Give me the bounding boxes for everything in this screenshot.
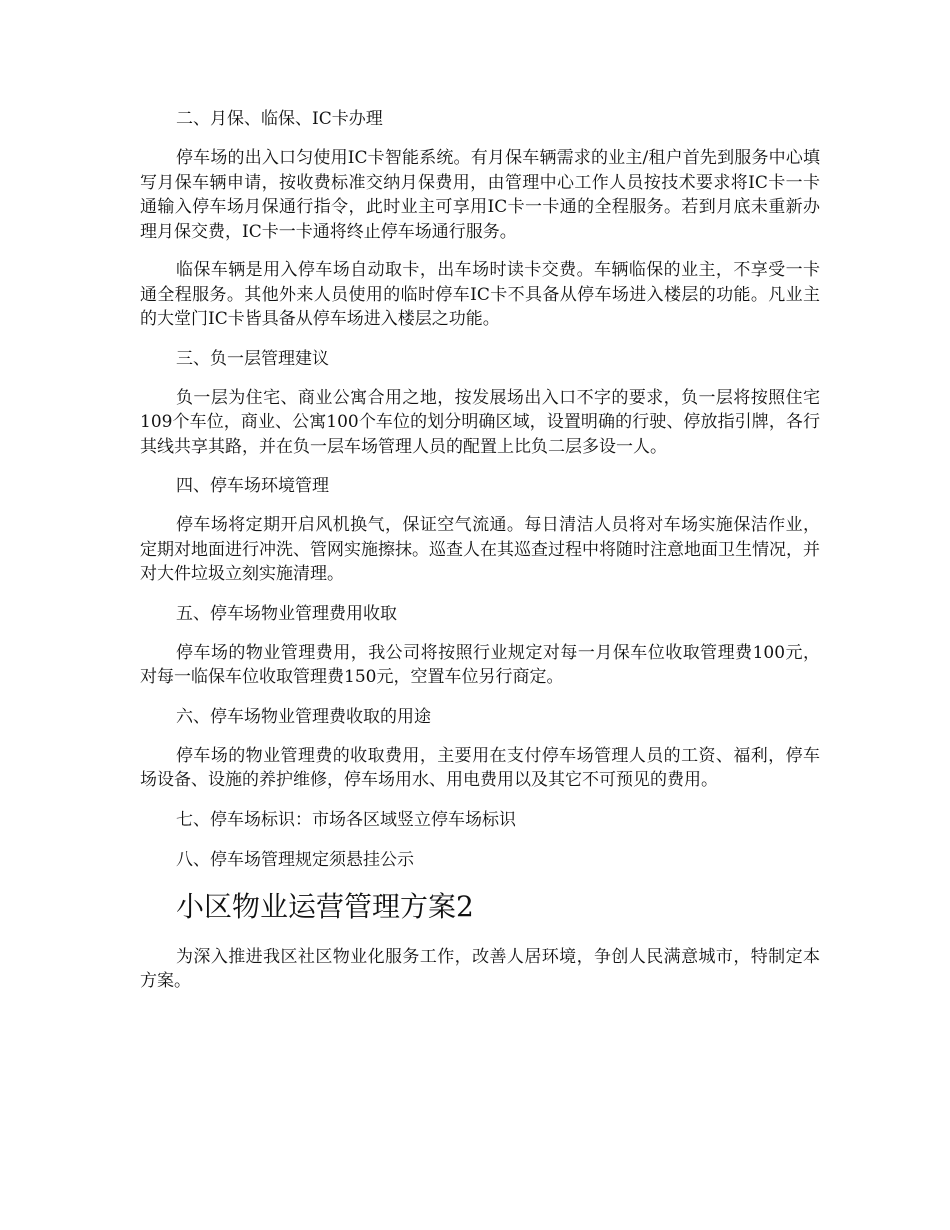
section-heading-5: 五、停车场物业管理费用收取 [176,603,397,624]
paragraph-fee-usage: 停车场的物业管理费的收取费用，主要用在支付停车场管理人员的工资、福利，停车场设备、设施的养护维修，停车场用水、用电费用以及其它不可预见的费用。 [140,745,820,790]
section-heading-6: 六、停车场物业管理费收取的用途 [176,706,431,727]
paragraph-temporary-parking: 临保车辆是用入停车场自动取卡，出车场时读卡交费。车辆临保的业主，不享受一卡通全程服务。其他外来人员使用的临时停车IC卡不具备从停车场进入楼层的功能。凡业主的大堂门IC卡皆具备从停车场进入楼层之功能。 [140,260,820,329]
paragraph-introduction: 为深入推进我区社区物业化服务工作，改善人居环境，争创人民满意城市，特制定本方案。 [140,946,820,991]
paragraph-fees: 停车场的物业管理费用，我公司将按照行业规定对每一月保车位收取管理费100元，对每一临保车位收取管理费150元，空置车位另行商定。 [140,642,820,687]
paragraph-environment: 停车场将定期开启风机换气，保证空气流通。每日清洁人员将对车场实施保洁作业，定期对地面进行冲洗、管网实施擦抹。巡查人在其巡查过程中将随时注意地面卫生情况，并对大件垃圾立刻实施清理。 [140,515,820,584]
document-title: 小区物业运营管理方案2 [176,889,474,923]
section-heading-8: 八、停车场管理规定须悬挂公示 [176,849,414,870]
section-heading-4: 四、停车场环境管理 [176,476,329,496]
paragraph-ic-card-system: 停车场的出入口匀使用IC卡智能系统。有月保车辆需求的业主/租户首先到服务中心填写月保车辆申请，按收费标准交纳月保费用，由管理中心工作人员按技术要求将IC卡一卡通输入停车场月保通行指令，此时业主可享用IC卡一卡通的全程服务。若到月底未重新办理月保交费，IC卡一卡通将终止停车场通行服务。 [140,148,820,242]
section-heading-2: 二、月保、临保、IC卡办理 [176,109,383,129]
paragraph-basement-management: 负一层为住宅、商业公寓合用之地，按发展场出入口不字的要求，负一层将按照住宅109个车位，商业、公寓100个车位的划分明确区域，设置明确的行驶、停放指引牌，各行其线共享其路，并在负一层车场管理人员的配置上比负二层多设一人。 [140,387,820,457]
section-heading-3: 三、负一层管理建议 [176,348,329,369]
section-heading-7: 七、停车场标识：市场各区域竖立停车场标识 [176,809,516,830]
document-page [140,106,820,1008]
